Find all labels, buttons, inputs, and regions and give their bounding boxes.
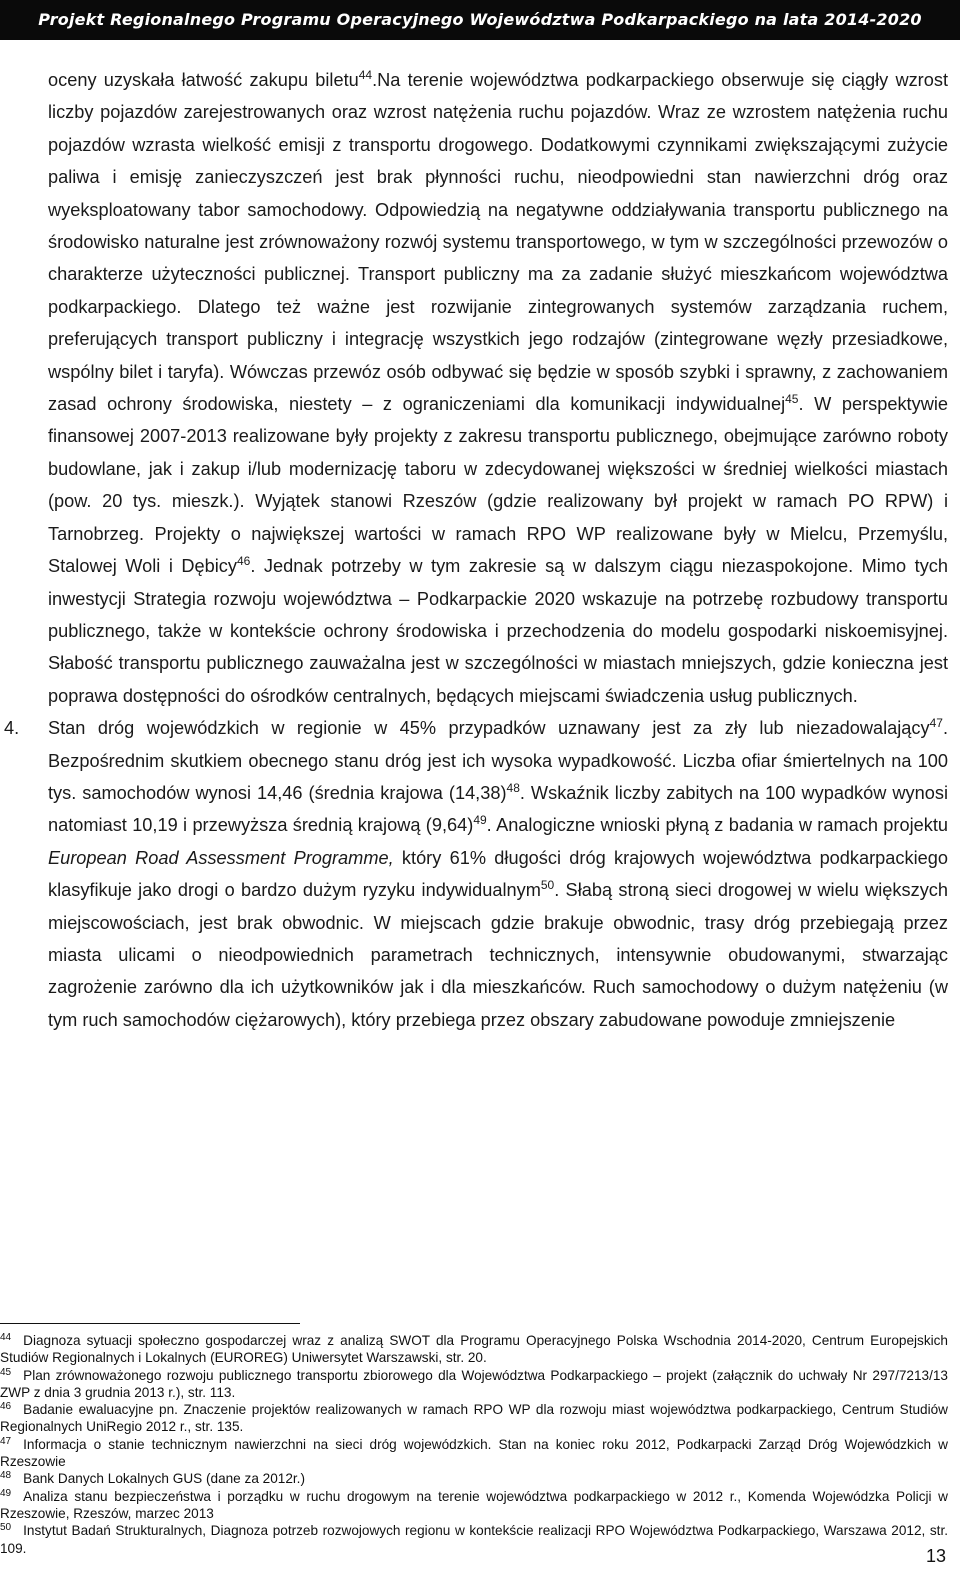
footnote-47: [0, 1436, 948, 1471]
footnote-ref-48[interactable]: 48: [506, 780, 520, 795]
footnote-number: 49: [0, 1487, 12, 1499]
document-body: [4, 64, 949, 1036]
list-item-number: 4.: [4, 718, 20, 739]
text-run: Stan dróg wojewódzkich w regionie w 45% przypadków uznawany jest za zły lub niezadowalający: [48, 718, 930, 739]
footnote-text: Plan zrównoważonego rozwoju publicznego transportu zbiorowego dla Województwa Podkarpackiego – projekt (załącznik do uchwały Nr 297/7213/13 ZWP z dnia 3 grudnia 2013 r.), str. 113.: [0, 1367, 948, 1400]
footnote-ref-44[interactable]: 44: [358, 68, 373, 82]
text-run: . Słabą stroną sieci drogowej w wielu większych miejscowościach, jest brak obwodnic. W miejscach gdzie brakuje obwodnic, trasy dróg przebiegają przez miasta ulicami o nieodpowiednich parametrach technicznych, intensywnie obudowanymi, stwarzając zagrożenie zarówno dla ich użytkowników jak i dla mieszkańców. Ruch samochodowy o dużym natężeniu (w tym ruch samochodów ciężarowych), który przebiega przez obszary zabudowane powoduje zmniejszenie: [48, 880, 949, 1030]
footnote-separator: [0, 1323, 300, 1324]
text-run: . Jednak potrzeby w tym zakresie są w dalszym ciągu niezaspokojone. Mimo tych inwestycji Strategia rozwoju województwa – Podkarpackie 2020 wskazuje na potrzebę rozbudowy transportu publicznego, także w kontekście ochrony środowiska i przechodzenia do modelu gospodarki niskoemisyjnej. Słabość transportu publicznego zauważalna jest w szczególności w miastach mniejszych, gdzie konieczna jest poprawa dostępności do ośrodków centralnych, będących miejscami świadczenia usług publicznych.: [48, 556, 948, 706]
footnote-number: 44: [0, 1332, 12, 1343]
footnote-50: [0, 1522, 948, 1557]
footnote-text: Badanie ewaluacyjne pn. Znaczenie projektów realizowanych w ramach RPO WP dla rozwoju miast województwa podkarpackiego, Centrum Studiów Regionalnych UniRegio 2012 r., str. 135.: [0, 1402, 948, 1435]
footnote-number: 48: [0, 1470, 12, 1482]
footnote-text: Bank Danych Lokalnych GUS (dane za 2012r.): [23, 1471, 305, 1487]
list-item-roads: [4, 712, 949, 1036]
footnote-ref-49[interactable]: 49: [473, 813, 487, 828]
page-number: 13: [925, 1546, 946, 1566]
text-run: . Bezpośrednim skutkiem obecnego stanu dróg jest ich wysoka wypadkowość. Liczba ofiar śmiertelnych na 100 tys. samochodów wynosi 14,46 (średnia krajowa (14,38): [48, 718, 948, 803]
footnote-text: Instytut Badań Strukturalnych, Diagnoza potrzeb rozwojowych regionu w kontekście realizacji RPO Województwa Podkarpackiego, Warszawa 2012, str. 109.: [0, 1523, 948, 1556]
footnote-44: [0, 1332, 948, 1367]
footnote-45: [0, 1367, 948, 1402]
footnote-number: 45: [0, 1366, 12, 1378]
footnotes: [0, 1332, 948, 1557]
footnote-ref-50[interactable]: 50: [540, 878, 555, 893]
text-run: który 61% długości dróg krajowych województwa podkarpackiego klasyfikuje jako drogi o bardzo dużym ryzyku indywidualnym: [48, 847, 948, 901]
footnote-ref-46[interactable]: 46: [236, 554, 251, 569]
footnote-ref-45[interactable]: 45: [785, 392, 799, 407]
header-title: Projekt Regionalnego Programu Operacyjnego Województwa Podkarpackiego na lata 2014-2020: [38, 10, 922, 29]
footnote-46: [0, 1401, 948, 1436]
text-run: .Na terenie województwa podkarpackiego obserwuje się ciągły wzrost liczby pojazdów zarejestrowanych oraz wzrost natężenia ruchu pojazdów. Wraz ze wzrostem natężenia ruchu pojazdów wzrasta wielkość emisji z transportu drogowego. Dodatkowymi czynnikami zwiększającymi zużycie paliwa i emisję zanieczyszczeń jest brak płynności ruchu, nieodpowiedni stan nawierzchni dróg oraz wyeksploatowany tabor samochodowy. Odpowiedzią na negatywne oddziaływania transportu publicznego na środowisko naturalne jest zrównoważony rozwój systemu transportowego, w tym w szczególności przewozów o charakterze użyteczności publicznej. Transport publiczny ma za zadanie służyć mieszkańcom województwa podkarpackiego. Dlatego też ważne jest rozwijanie zintegrowanych systemów zarządzania ruchem, preferujących transport publiczny i integrację wszystkich jego rodzajów (zintegrowane węzły przesiadkowe, wspólny bilet i taryfa). Wówczas przewóz osób odbywać się będzie w sposób szybki i sprawny, z zachowaniem zasad ochrony środowiska, niestety – z ograniczeniami dla komunikacji indywidualnej: [48, 70, 948, 415]
footnote-text: Diagnoza sytuacji społeczno gospodarczej wraz z analizą SWOT dla Programu Operacyjnego Polska Wschodnia 2014-2020, Centrum Europejskich Studiów Regionalnych i Lokalnych (EUROREG) Uniwersytet Warszawski, str. 20.: [0, 1333, 948, 1366]
footnote-text: Analiza stanu bezpieczeństwa i porządku w ruchu drogowym na terenie województwa podkarpackiego w 2012 r., Komenda Wojewódzka Policji w Rzeszowie, Rzeszów, marzec 2013: [0, 1488, 948, 1521]
text-run: oceny uzyskała łatwość zakupu biletu: [48, 70, 359, 90]
footnote-49: [0, 1488, 948, 1523]
project-name-italic: European Road Assessment Programme,: [48, 847, 394, 868]
text-run: . Wskaźnik liczby zabitych na 100 wypadków wynosi natomiast 10,19 i przewyższa średnią krajową (9,64): [48, 782, 948, 836]
footnote-ref-47[interactable]: 47: [929, 716, 943, 731]
footnote-number: 46: [0, 1401, 12, 1413]
document-header: [0, 0, 960, 40]
text-run: . Analogiczne wnioski płyną z badania w ramach projektu: [486, 815, 948, 836]
footnote-number: 50: [0, 1522, 12, 1534]
footnote-48: [0, 1470, 948, 1487]
footnote-number: 47: [0, 1435, 12, 1447]
text-run: . W perspektywie finansowej 2007-2013 realizowane były projekty z zakresu transportu publicznego, obejmujące zarówno roboty budowlane, jak i zakup i/lub modernizację taboru w zdecydowanej większości w średniej wielkości miastach (pow. 20 tys. mieszk.). Wyjątek stanowi Rzeszów (gdzie realizowany był projekt w ramach PO RPW) i Tarnobrzeg. Projekty o największej wartości w ramach RPO WP realizowane były w Mielcu, Przemyślu, Stalowej Woli i Dębicy: [48, 394, 948, 577]
footnote-text: Informacja o stanie technicznym nawierzchni na sieci dróg wojewódzkich. Stan na koniec roku 2012, Podkarpacki Zarząd Dróg Wojewódzkich w Rzeszowie: [0, 1436, 948, 1470]
paragraph-public-transport: [48, 64, 948, 712]
